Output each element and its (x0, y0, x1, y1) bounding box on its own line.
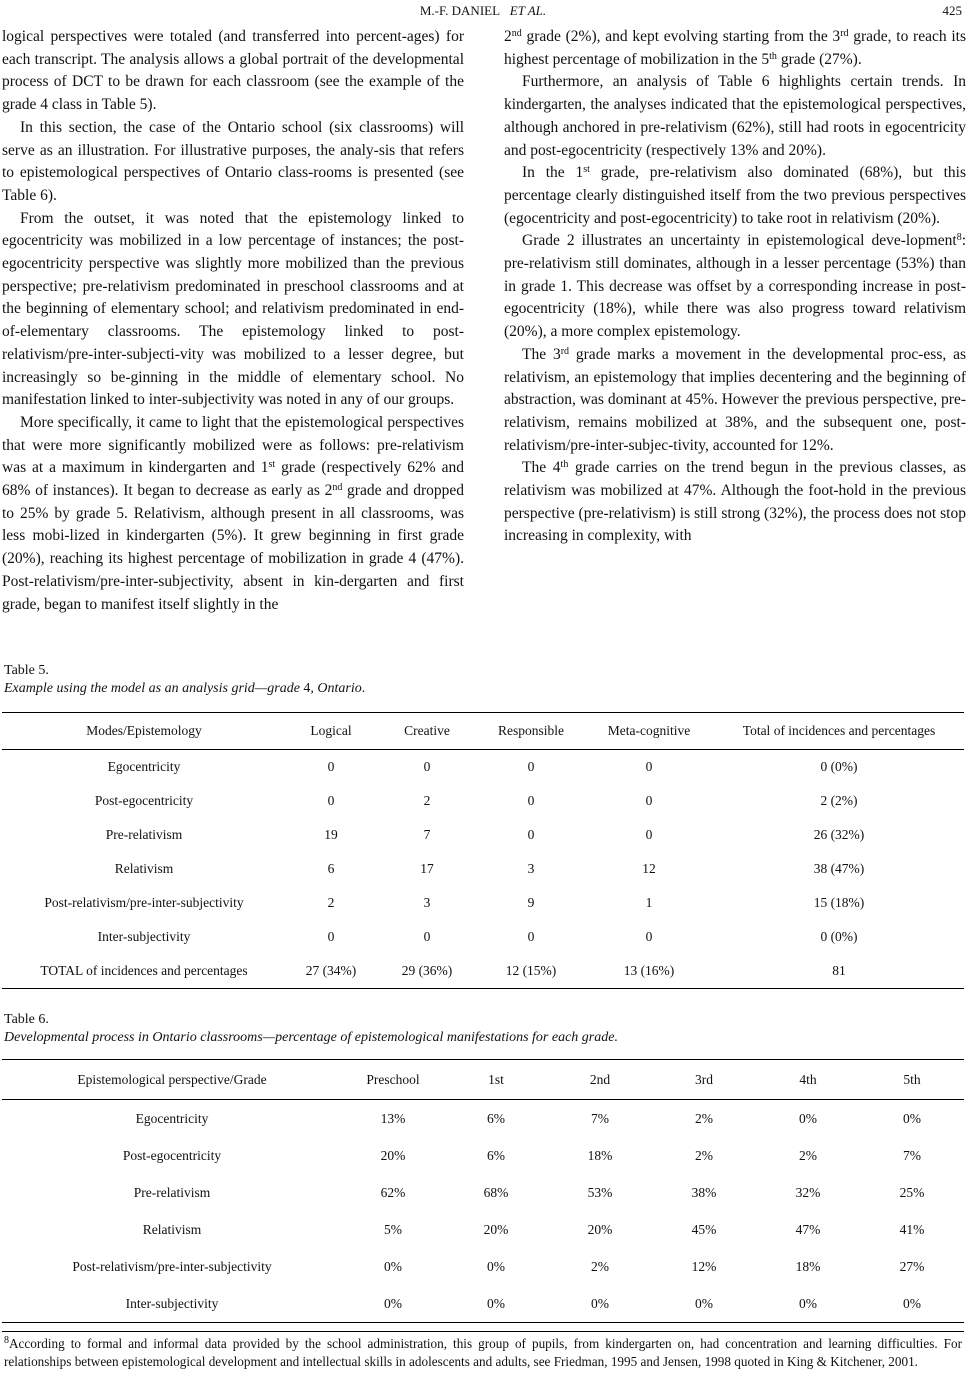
column-header: Meta-cognitive (584, 713, 714, 750)
table-cell: 2% (799, 1147, 817, 1163)
column-header: 4th (756, 1060, 860, 1100)
table-cell: 0 (645, 793, 653, 808)
table-cell: 47% (795, 1221, 821, 1237)
table-row (2, 954, 964, 989)
table-cell: 0 (527, 929, 535, 944)
table-cell: 13% (380, 1110, 406, 1126)
table-cell: 29 (36%) (376, 954, 478, 989)
table-row (2, 1100, 964, 1138)
table-cell: 20% (587, 1221, 613, 1237)
table-cell: 0% (652, 1285, 756, 1323)
table-cell: 0% (487, 1258, 505, 1274)
running-header (0, 3, 966, 21)
table6-title: Developmental process in Ontario classrooms—percentage of epistemological manifestations for each grade. (4, 1030, 618, 1045)
table5-label: Table 5. (4, 663, 49, 678)
table-cell: 0 (645, 759, 653, 774)
table-cell: 7 (423, 827, 431, 842)
table-cell: 0 (327, 929, 335, 944)
table-cell: 20% (380, 1147, 406, 1163)
table-cell: 3 (527, 861, 535, 876)
left-column (2, 26, 464, 616)
column-header: Creative (376, 713, 478, 750)
row-label-cell: Relativism (142, 1221, 202, 1237)
table-cell: 19 (324, 827, 338, 842)
table-cell: 12 (15%) (478, 954, 584, 989)
table-cell: 26 (32%) (813, 827, 865, 842)
table-cell: 12% (691, 1258, 717, 1274)
table-cell: 0% (384, 1258, 402, 1274)
table-cell: 38 (47%) (813, 861, 865, 876)
table-row (2, 852, 964, 886)
body-columns (2, 26, 964, 666)
column-header: 5th (860, 1060, 964, 1100)
table-cell: 0% (756, 1285, 860, 1323)
column-header: 1st (444, 1060, 548, 1100)
footnote (4, 1335, 962, 1371)
column-header: 2nd (548, 1060, 652, 1100)
table-cell: 25% (899, 1184, 925, 1200)
paragraph: The 3rd grade marks a movement in the developmental proc-ess, as relativism, an epistemology that implies decentering and the beginning of abstraction, was dominant at 45%. However the previous perspective, pre-relativism, remains mobilized at 38%, and the subsequent one, post-relativism/pre-inter-subjec-tivity, accounted for 12%. (504, 345, 966, 454)
row-label-cell: Post-relativism/pre-inter-subjectivity (72, 1258, 272, 1274)
table-cell: 2 (327, 895, 335, 910)
footnote-reference: 8 (956, 232, 962, 244)
column-header: Epistemological perspective/Grade (2, 1060, 342, 1100)
table-cell: 45% (691, 1221, 717, 1237)
table-cell: 3 (423, 895, 431, 910)
table-cell: 68% (483, 1184, 509, 1200)
paragraph: In the 1st grade, pre-relativism also dominated (68%), but this percentage clearly distinguished itself from the two previous perspectives (egocentricity and post-egocentricity) to take root in relativism (20%). (504, 164, 966, 227)
table-cell: 5% (384, 1221, 402, 1237)
table-cell: 12 (642, 861, 656, 876)
running-head (0, 3, 966, 19)
row-label-cell: Pre-relativism (133, 1184, 211, 1200)
table-cell: 6% (487, 1110, 505, 1126)
paragraph: Furthermore, an analysis of Table 6 highlights certain trends. In kindergarten, the analyses indicated that the epistemological perspectives, although anchored in pre-relativism (62%), still had roots in egocentricity and post-egocentricity (respectively 13% and 20%). (504, 73, 966, 159)
table-cell: 0 (327, 759, 335, 774)
table-cell: 0 (527, 793, 535, 808)
table-header-row (2, 713, 964, 750)
paragraph: 2nd grade (2%), and kept evolving starting from the 3rd grade, to reach its highest percentage of mobilization in the 5th grade (27%). (504, 28, 966, 68)
table-cell: 1 (645, 895, 653, 910)
table-cell: 13 (16%) (584, 954, 714, 989)
table-cell: 0% (903, 1110, 921, 1126)
paragraph: Grade 2 illustrates an uncertainty in epistemological deve-lopment$^8$: pre-relativism still dominates, although in a lesser percentage (53%) than in grade 1. This decrease was offset by a corresponding increase in post-egocentricity (18%), while there was also progress toward relativism (20%), a more complex epistemology. (504, 232, 966, 341)
table-row (2, 920, 964, 954)
table-row (2, 886, 964, 920)
paragraph: The 4th grade carries on the trend begun in the previous classes, as relativism was mobilized at 47%. Although the foot-hold in the previous perspective (pre-relativism) is still strong (32%), the process does not stop increasing in complexity, with (504, 459, 966, 545)
table-cell: 7% (591, 1110, 609, 1126)
table-cell: 0 (645, 929, 653, 944)
table-cell: 7% (903, 1147, 921, 1163)
column-header: Preschool (342, 1060, 444, 1100)
table-row (2, 750, 964, 785)
table-row (2, 1137, 964, 1174)
table-cell: 0 (527, 827, 535, 842)
table5-title: Example using the model as an analysis grid—grade 4, Ontario. (4, 681, 366, 696)
row-label-cell: Relativism (114, 861, 174, 876)
table-cell: 27 (34%) (286, 954, 376, 989)
table-cell: 0% (444, 1285, 548, 1323)
footnote-rule (2, 1331, 964, 1332)
table-cell: 0 (423, 759, 431, 774)
paragraph: More specifically, it came to light that the epistemological perspectives that were more significantly mobilized were as follows: pre-relativism was at a maximum in kindergarten and 1st grade (respectively 62% and 68% of instances). It began to decrease as early as 2nd grade and dropped to 25% by grade 5. Relativism, although present in all classrooms, was less mobi-lized in kindergarten (5%). It grew beginning in first grade (20%), reaching its highest percentage of mobilization in grade 4 (47%). Post-relativism/pre-inter-subjectivity, absent in kin-dergarten and first grade, began to manifest itself slightly in the (2, 413, 464, 613)
paragraph: In this section, the case of the Ontario school (six classrooms) will serve as an illustration. For illustrative purposes, the analy-sis that refers to epistemological perspectives of Ontario class-rooms is presented (see Table 6). (2, 118, 464, 204)
table-cell: 0 (0%) (820, 929, 858, 944)
table-cell: 2 (423, 793, 431, 808)
column-header: Modes/Epistemology (2, 713, 286, 750)
column-header: Total of incidences and percentages (714, 713, 964, 750)
row-label-cell: Inter-subjectivity (97, 929, 191, 944)
table5-caption (4, 662, 365, 698)
row-label-cell: Pre-relativism (105, 827, 183, 842)
row-label-cell: TOTAL of incidences and percentages (2, 954, 286, 989)
table-cell: 0 (423, 929, 431, 944)
table-row (2, 1285, 964, 1323)
table-cell: 9 (527, 895, 535, 910)
table-cell: 0 (645, 827, 653, 842)
table-cell: 2% (695, 1110, 713, 1126)
table-cell: 0 (0%) (820, 759, 858, 774)
table-row (2, 1174, 964, 1211)
table-cell: 18% (587, 1147, 613, 1163)
table-cell: 17 (420, 861, 434, 876)
column-header: 3rd (652, 1060, 756, 1100)
table-cell: 2% (591, 1258, 609, 1274)
row-label-cell: Post-relativism/pre-inter-subjectivity (44, 895, 244, 910)
table6-caption (4, 1011, 618, 1047)
table-header-row (2, 1060, 964, 1100)
table-cell: 18% (795, 1258, 821, 1274)
page-number: 425 (942, 3, 962, 18)
table-cell: 0% (860, 1285, 964, 1323)
table-cell: 0 (327, 793, 335, 808)
paragraph: From the outset, it was noted that the epistemology linked to egocentricity was mobilized in a low percentage of instances; the post-egocentricity perspective was slightly more mobilized than the previous perspective; pre-relativism predominated in preschool classrooms and at the beginning of elementary school; and relativism predominated in end-of-elementary classrooms. The epistemology linked to post-relativism/pre-inter-subjecti-vity was mobilized to a lesser degree, but increasingly so be-ginning in the middle of elementary school. No manifestation linked to inter-subjectivity was noted in any of our groups. (2, 209, 464, 409)
table-cell: 15 (18%) (813, 895, 865, 910)
footnote-marker: 8 (4, 1335, 9, 1346)
row-label-cell: Post-egocentricity (94, 793, 194, 808)
table-cell: 53% (587, 1184, 613, 1200)
paragraph: logical perspectives were totaled (and transferred into percent-ages) for each transcript. The analysis allows a global portrait of the developmental process of DCT to be drawn for each classroom (see the example of the grade 4 class in Table 5). (2, 28, 464, 114)
table-cell: 81 (714, 954, 964, 989)
row-label-cell: Egocentricity (135, 1110, 209, 1126)
table-row (2, 784, 964, 818)
row-label-cell: Egocentricity (107, 759, 181, 774)
table-cell: 6% (487, 1147, 505, 1163)
table-cell: 27% (899, 1258, 925, 1274)
row-label-cell: Post-egocentricity (122, 1147, 222, 1163)
footnote-text: According to formal and informal data provided by the school administration, this group of pupils, from kindergarten on, had concentration and learning difficulties. For relationships between epistemological development and intellectual skills in adolescents and adults, see Friedman, 1995 and Jensen, 1998 quoted in King & Kitchener, 2001. (4, 1336, 962, 1369)
column-header: Responsible (478, 713, 584, 750)
table6 (2, 1059, 964, 1323)
table-cell: 38% (691, 1184, 717, 1200)
table-cell: 2% (695, 1147, 713, 1163)
table5 (2, 712, 964, 989)
running-head-etal: ET AL. (509, 3, 547, 18)
table6-label: Table 6. (4, 1012, 49, 1027)
table-cell: 0 (527, 759, 535, 774)
table-cell: 41% (899, 1221, 925, 1237)
table-cell: 0% (342, 1285, 444, 1323)
table-row (2, 1211, 964, 1248)
table-cell: 0% (548, 1285, 652, 1323)
running-head-authors: M.-F. DANIEL (419, 3, 501, 18)
table-cell: 6 (327, 861, 335, 876)
row-label-cell: Inter-subjectivity (2, 1285, 342, 1323)
table-cell: 62% (380, 1184, 406, 1200)
table-cell: 20% (483, 1221, 509, 1237)
table-cell: 32% (795, 1184, 821, 1200)
table-cell: 0% (799, 1110, 817, 1126)
right-column (504, 26, 966, 548)
table-row (2, 1248, 964, 1285)
table-cell: 2 (2%) (820, 793, 858, 808)
table-row (2, 818, 964, 852)
column-header: Logical (286, 713, 376, 750)
